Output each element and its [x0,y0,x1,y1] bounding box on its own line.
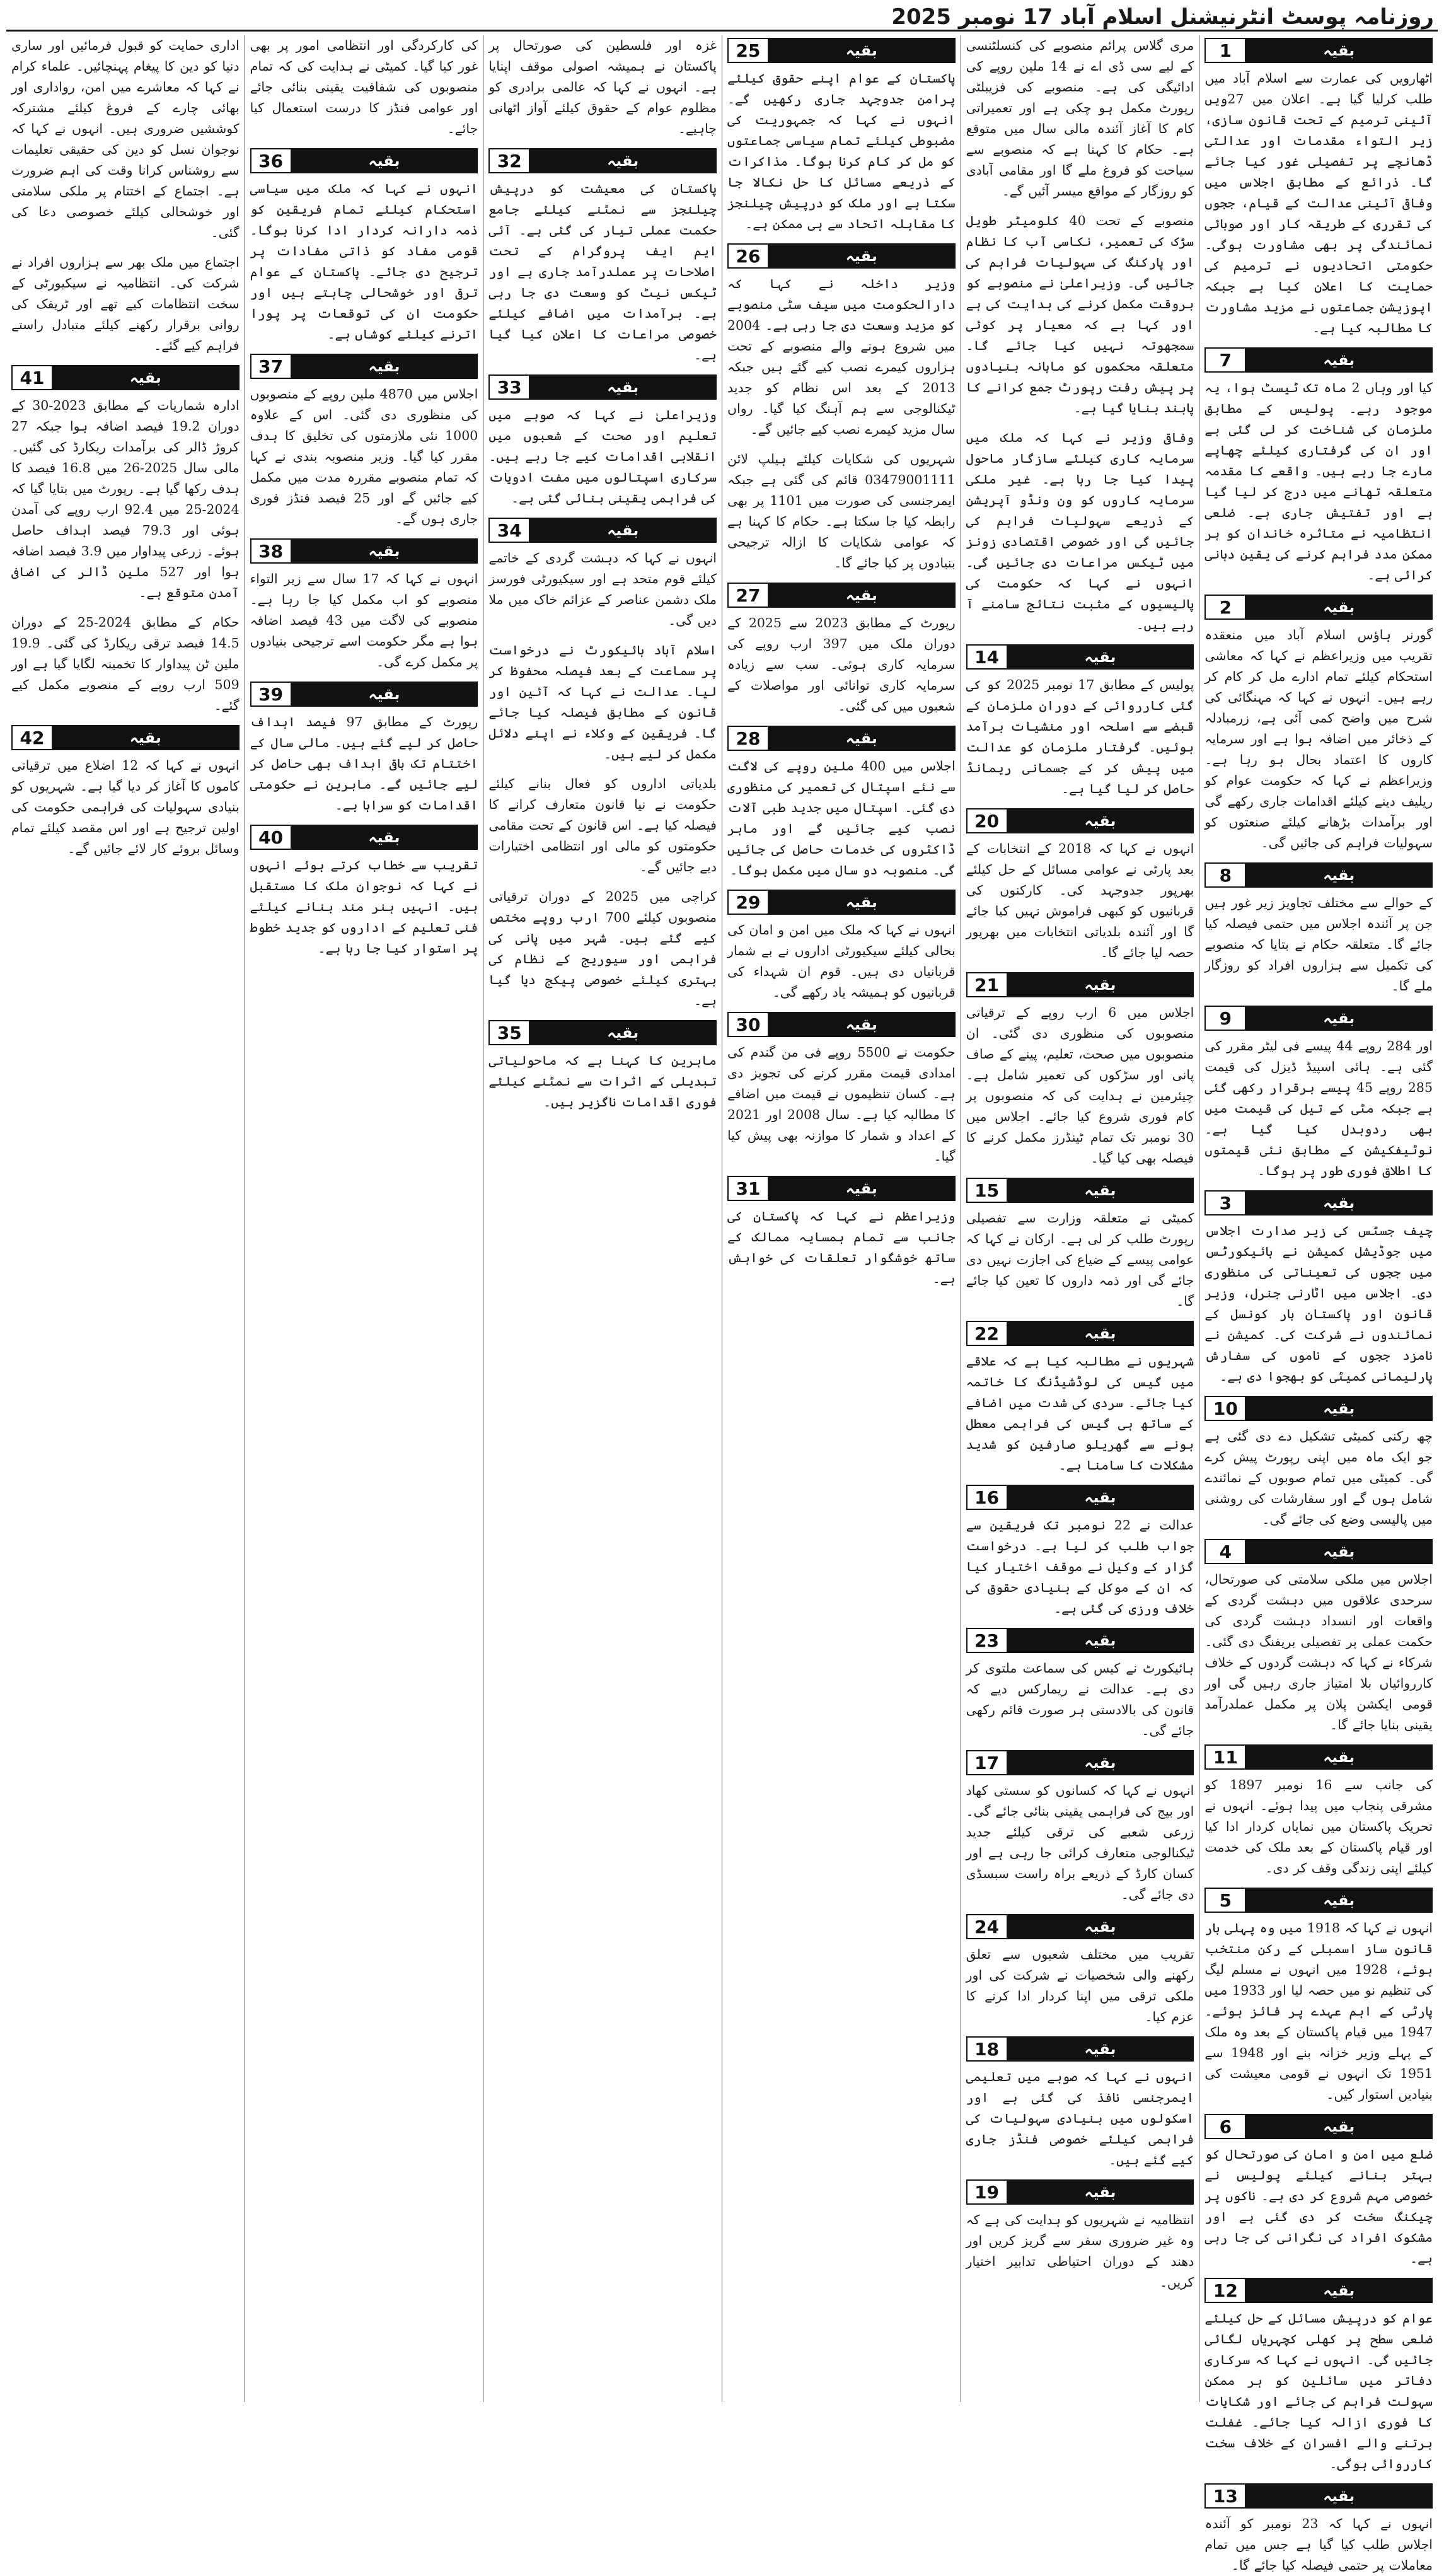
continuation-number: 21 [967,973,1008,996]
article-text: اجلاس میں 6 ارب روپے کے ترقیاتی منصوبوں کی منظوری دی گئی۔ ان منصوبوں میں صحت، تعلیم، پینے کے صاف پانی اور سڑکوں کی تعمیر شامل ہے۔ چیئرمین نے ہدایت کی کہ منصوبوں پر کام فوری شروع کیا جائے۔ اجلاس میں 30 نومبر تک تمام ٹینڈرز مکمل کرنے کا فیصلہ بھی کیا گیا۔ [966,1005,1194,1166]
article-text: غزہ اور فلسطین کی صورتحال پر پاکستان نے ہمیشہ اصولی موقف اپنایا ہے۔ انہوں نے کہا کہ عالمی برادری کو مظلوم عوام کے حقوق کیلئے آواز اٹھانی چاہیے۔ [488,38,717,136]
continuation-number: 1 [1206,39,1246,62]
continuation-block [966,1628,1194,1741]
continuation-header [966,1178,1194,1203]
continuation-header [1204,38,1433,63]
article-text: تقریب سے خطاب کرتے ہوئے انہوں نے کہا کہ نوجوان ملک کا مستقبل ہیں۔ انہیں ہنر مند بنانے کیلئے فنی تعلیم کے اداروں کو جدید خطوط پر استوار کیا جا رہا ہے۔ [250,857,478,956]
continuation-label: بقیہ [1246,2115,1431,2138]
column-4 [483,35,722,2402]
continuation-label: بقیہ [769,245,954,267]
article-text: انہوں نے کہا کہ 1918 میں وہ پہلی بار قانون ساز اسمبلی کے رکن منتخب ہوئے، 1928 میں انہوں نے مسلم لیگ کی تنظیم نو میں حصہ لیا اور 1933 میں پارٹی کے اہم عہدے پر فائز ہوئے۔ 1947 میں قیام پاکستان کے بعد وہ ملک کے پہلے وزیر خزانہ بنے اور 1948 سے 1951 تک انہوں نے قومی معیشت کی بنیادیں استوار کیں۔ [1204,1920,1433,2102]
continuation-label: بقیہ [292,826,477,849]
article-text: رپورٹ کے مطابق 2023 سے 2025 کے دوران ملک میں 397 ارب روپے کی سرمایہ کاری ہوئی۔ سب سے زیادہ سرمایہ کاری توانائی اور مواصلات کے شعبوں میں کی گئی۔ [727,615,956,714]
continuation-block [1204,1888,1433,2105]
continuation-header [1204,595,1433,620]
continuation-label: بقیہ [769,891,954,914]
continuation-block [1204,1006,1433,1181]
continuation-block [727,449,956,574]
continuation-block [488,374,717,509]
continuation-block [250,825,478,959]
continuation-block [11,252,240,356]
continuation-label: بقیہ [530,376,715,398]
continuation-number: 30 [729,1013,769,1036]
continuation-header [1204,1539,1433,1564]
continuation-header [488,374,717,400]
continuation-block [727,1012,956,1167]
article-text: کیا اور وہاں 2 ماہ تک ٹیسٹ ہوا، یہ موجود رہے۔ پولیس کے مطابق ملزمان کی شناخت کر لی گئی ہے اور ان کی گرفتاری کیلئے چھاپے مارے جا رہے ہیں۔ واقعے کا مقدمہ متعلقہ تھانے میں درج کر لیا گیا ہے اور تفتیش جاری ہے۔ ضلعی انتظامیہ نے متاثرہ خاندان کو ہر ممکن مدد فراہم کرنے کی یقین دہانی کرائی ہے۔ [1204,380,1433,583]
continuation-label: بقیہ [1246,1007,1431,1030]
article-text: اجلاس میں ملکی سلامتی کی صورتحال، سرحدی علاقوں میں دہشت گردی کے واقعات اور انسداد دہشت گردی کی حکمت عملی پر تفصیلی بریفنگ دی گئی۔ شرکاء نے کہا کہ دہشت گردوں کے خلاف کارروائیاں بلا امتیاز جاری رہیں گی اور قومی ایکشن پلان پر مکمل عملدرآمد یقینی بنایا جائے گا۔ [1204,1572,1433,1732]
continuation-block [11,365,240,603]
article-text: اجتماع میں ملک بھر سے ہزاروں افراد نے شرکت کی۔ انتظامیہ نے سیکیورٹی کے سخت انتظامات کیے تھے اور ٹریفک کی روانی برقرار رکھنے کیلئے متبادل راستے فراہم کیے گئے۔ [11,255,240,353]
article-text: وزیر داخلہ نے کہا کہ دارالحکومت میں سیف سٹی منصوبے کو مزید وسعت دی جا رہی ہے۔ 2004 میں شروع ہونے والے منصوبے کے تحت ہزاروں کیمرے نصب کیے گئے ہیں جبکہ 2013 کے بعد اس نظام کو جدید ٹیکنالوجی سے ہم آہنگ کیا گیا۔ رواں سال مزید کیمرے نصب کیے جائیں گے۔ [727,276,956,437]
continuation-number: 25 [729,39,769,62]
article-text: چھ رکنی کمیٹی تشکیل دے دی گئی ہے جو ایک ماہ میں اپنی رپورٹ پیش کرے گی۔ کمیٹی میں تمام صوبوں کے نمائندے شامل ہوں گے اور سفارشات کی روشنی میں پالیسی وضع کی جائے گی۔ [1204,1429,1433,1527]
continuation-block [966,1914,1194,2028]
continuation-label: بقیہ [769,1013,954,1036]
article-text: پاکستان کی معیشت کو درپیش چیلنجز سے نمٹنے کیلئے جامع حکمت عملی تیار کی گئی ہے۔ آئی ایم ایف پروگرام کے تحت اصلاحات پر عملدرآمد جاری ہے اور ٹیکس نیٹ کو وسعت دی جا رہی ہے۔ برآمدات میں اضافے کیلئے خصوصی مراعات کا اعلان کیا گیا ہے۔ [488,181,717,363]
continuation-block [1204,862,1433,997]
article-text: شہریوں کی شکایات کیلئے ہیلپ لائن 03479001111 قائم کی گئی ہے جبکہ ایمرجنسی کی صورت میں 1101 پر بھی رابطہ کیا جا سکتا ہے۔ حکام کا کہنا ہے کہ عوامی شکایات کا ازالہ ترجیحی بنیادوں پر کیا جائے گا۔ [727,451,956,571]
continuation-number: 13 [1206,2485,1246,2507]
continuation-label: بقیہ [1246,2279,1431,2302]
continuation-label: بقیہ [1008,2038,1193,2060]
continuation-number: 35 [490,1021,530,1044]
article-text: انہوں نے کہا کہ 17 سال سے زیر التواء منصوبے کو اب مکمل کیا جا رہا ہے۔ منصوبے کی لاگت میں 43 فیصد اضافہ ہوا ہے مگر حکومت اسے ترجیحی بنیادوں پر مکمل کرے گی۔ [250,571,478,670]
continuation-block [966,211,1194,419]
continuation-number: 5 [1206,1889,1246,1912]
continuation-header [1204,1190,1433,1215]
article-text: اجلاس میں 400 ملین روپے کی لاگت سے نئے اسپتال کی تعمیر کی منظوری دی گئی۔ اسپتال میں جدید طبی آلات نصب کیے جائیں گے اور ماہر ڈاکٹروں کی خدمات حاصل کی جائیں گی۔ منصوبہ دو سال میں مکمل ہوگا۔ [727,758,956,878]
continuation-header [1204,2483,1433,2509]
continuation-header [966,2036,1194,2062]
continuation-label: بقیہ [1008,1629,1193,1652]
continuation-header [966,972,1194,997]
continuation-header [488,148,717,173]
continuation-label: بقیہ [292,149,477,172]
article-text: اور 284 روپے 44 پیسے فی لیٹر مقرر کی گئی ہے۔ ہائی اسپیڈ ڈیزل کی قیمت 285 روپے 45 پیسے برقرار رکھی گئی ہے جبکہ مٹی کے تیل کی قیمت میں بھی ردوبدل کیا گیا ہے۔ نوٹیفکیشن کے مطابق نئی قیمتوں کا اطلاق فوری طور پر ہوگا۔ [1204,1038,1433,1178]
continuation-block [488,1020,717,1113]
continuation-number: 28 [729,727,769,750]
continuation-block [727,583,956,717]
article-text: عدالت نے 22 نومبر تک فریقین سے جواب طلب کر لیا ہے۔ درخواست گزار کے وکیل نے موقف اختیار کیا کہ ان کے موکل کے بنیادی حقوق کی خلاف ورزی کی گئی ہے۔ [966,1517,1194,1616]
continuation-label: بقیہ [1008,973,1193,996]
continuation-block [1204,1744,1433,1879]
continuation-label: بقیہ [292,540,477,562]
continuation-block [1204,347,1433,586]
continuation-label: بقیہ [530,149,715,172]
continuation-header [1204,1744,1433,1770]
continuation-number: 31 [729,1177,769,1200]
continuation-header [250,538,478,564]
continuation-header [1204,1006,1433,1031]
continuation-header [727,583,956,608]
continuation-number: 26 [729,245,769,267]
article-text: انہوں نے کہا کہ صوبے میں تعلیمی ایمرجنسی نافذ کی گئی ہے اور اسکولوں میں بنیادی سہولیات کی فراہمی کیلئے خصوصی فنڈز جاری کیے گئے ہیں۔ [966,2069,1194,2167]
continuation-block [727,890,956,1003]
continuation-label: بقیہ [1246,596,1431,618]
article-text: کی کارکردگی اور انتظامی امور پر بھی غور کیا گیا۔ کمیٹی نے ہدایت کی کہ تمام منصوبوں کی شفافیت یقینی بنائی جائے اور عوامی فنڈز کا درست استعمال کیا جائے۔ [250,38,478,136]
continuation-block [966,972,1194,1169]
continuation-header [1204,2114,1433,2139]
continuation-block [11,612,240,716]
article-text: انہوں نے کہا کہ 23 نومبر کو آئندہ اجلاس طلب کیا گیا ہے جس میں تمام معاملات پر حتمی فیصلہ کیا جائے گا۔ [1204,2516,1433,2573]
continuation-block [1204,2278,1433,2474]
continuation-number: 29 [729,891,769,914]
continuation-label: بقیہ [1008,1179,1193,1202]
continuation-number: 9 [1206,1007,1246,1030]
continuation-label: بقیہ [769,727,954,750]
continuation-header [488,518,717,543]
article-text: رپورٹ کے مطابق 97 فیصد اہداف حاصل کر لیے گئے ہیں۔ مالی سال کے اختتام تک باقی اہداف بھی حاصل کر لیے جائیں گے۔ ماہرین نے حکومتی اقدامات کو سراہا ہے۔ [250,714,478,813]
article-text: حکومت نے 5500 روپے فی من گندم کی امدادی قیمت مقرر کرنے کی تجویز دی ہے۔ کسان تنظیموں نے قیمت میں اضافے کا مطالبہ کیا ہے۔ سال 2008 اور 2021 کے اعداد و شمار کا موازنہ بھی پیش کیا گیا۔ [727,1045,956,1164]
continuation-number: 15 [967,1179,1008,1202]
continuation-number: 4 [1206,1540,1246,1563]
continuation-label: بقیہ [769,39,954,62]
article-text: انہوں نے کہا کہ کسانوں کو سستی کھاد اور بیج کی فراہمی یقینی بنائی جائے گی۔ زرعی شعبے کی ترقی کیلئے جدید ٹیکنالوجی متعارف کرائی جا رہی ہے اور کسان کارڈ کے ذریعے براہ راست سبسڈی دی جائے گی۔ [966,1783,1194,1902]
article-text: کی جانب سے 16 نومبر 1897 کو مشرقی پنجاب میں پیدا ہوئے۔ انہوں نے تحریک پاکستان میں نمایاں کردار ادا کیا اور قیام پاکستان کے بعد ملک کی خدمت کیلئے اپنی زندگی وقف کر دی۔ [1204,1777,1433,1876]
continuation-number: 34 [490,519,530,542]
continuation-header [250,148,478,173]
continuation-block [966,35,1194,202]
continuation-number: 10 [1206,1397,1246,1420]
article-text: پولیس کے مطابق 17 نومبر 2025 کو کی گئی کارروائی کے دوران ملزمان کے قبضے سے اسلحہ اور منشیات برآمد ہوئیں۔ گرفتار ملزمان کو عدالت میں پیش کر کے جسمانی ریمانڈ حاصل کر لیا گیا ہے۔ [966,677,1194,796]
continuation-label: بقیہ [530,1021,715,1044]
continuation-header [966,808,1194,833]
continuation-header [966,644,1194,670]
continuation-number: 7 [1206,349,1246,371]
continuation-number: 42 [13,726,53,749]
article-text: بلدیاتی اداروں کو فعال بنانے کیلئے حکومت نے نیا قانون متعارف کرانے کا فیصلہ کیا ہے۔ اس قانون کے تحت مقامی حکومتوں کو مالی اور انتظامی اختیارات دیے جائیں گے۔ [488,776,717,874]
continuation-label: بقیہ [1246,349,1431,371]
continuation-block [250,682,478,816]
continuation-number: 23 [967,1629,1008,1652]
continuation-block [1204,2114,1433,2269]
continuation-label: بقیہ [1246,1397,1431,1420]
article-text: انہوں نے کہا کہ 2018 کے انتخابات کے بعد پارٹی نے عوامی مسائل کے حل کیلئے بھرپور جدوجہد کی۔ کارکنوں کی قربانیوں کو کبھی فراموش نہیں کیا جائے گا اور آئندہ بلدیاتی انتخابات میں بھرپور حصہ لیا جائے گا۔ [966,841,1194,960]
continuation-number: 36 [251,149,292,172]
column-3 [722,35,961,2402]
article-text: اسلام آباد ہائیکورٹ نے درخواست پر سماعت کے بعد فیصلہ محفوظ کر لیا۔ عدالت نے کہا کہ آئین اور قانون کے مطابق فیصلہ کیا جائے گا۔ فریقین کے وکلاء نے اپنے دلائل مکمل کر لیے ہیں۔ [488,642,717,762]
column-2 [961,35,1199,2402]
article-text: شہریوں نے مطالبہ کیا ہے کہ علاقے میں گیس کی لوڈشیڈنگ کا خاتمہ کیا جائے۔ سردی کی شدت میں اضافے کے ساتھ ہی گیس کی فراہمی معطل ہونے سے گھریلو صارفین کو شدید مشکلات کا سامنا ہے۔ [966,1354,1194,1473]
article-text: ضلع میں امن و امان کی صورتحال کو بہتر بنانے کیلئے پولیس نے خصوصی مہم شروع کر دی ہے۔ ناکوں پر چیکنگ سخت کر دی گئی ہے اور مشکوک افراد کی نگرانی کی جا رہی ہے۔ [1204,2147,1433,2266]
continuation-block [250,35,478,139]
continuation-block [966,427,1194,635]
continuation-header [250,825,478,850]
continuation-block [1204,595,1433,854]
continuation-block [1204,1190,1433,1387]
article-text: پاکستان کے عوام اپنے حقوق کیلئے پرامن جدوجہد جاری رکھیں گے۔ انہوں نے کہا کہ جمہوریت کی مضبوطی کیلئے تمام سیاسی جماعتوں کو مل کر کام کرنا ہوگا۔ مذاکرات کے ذریعے مسائل کا حل نکالا جا سکتا ہے اور ملک کو درپیش چیلنجز کا مقابلہ اتحاد سے ہی ممکن ہے۔ [727,71,956,231]
column-6 [6,35,245,2402]
continuation-block [11,35,240,243]
continuation-number: 6 [1206,2115,1246,2138]
article-text: وفاقی وزیر نے کہا کہ ملک میں سرمایہ کاری کیلئے سازگار ماحول پیدا کیا جا رہا ہے۔ غیر ملکی سرمایہ کاروں کو ون ونڈو آپریشن کے ذریعے سہولیات فراہم کی جائیں گی اور خصوصی اقتصادی زونز میں ٹیکس مراعات دی جائیں گی۔ انہوں نے کہا کہ حکومت کی پالیسیوں کے مثبت نتائج سامنے آ رہے ہیں۔ [966,430,1194,632]
continuation-number: 24 [967,1915,1008,1938]
continuation-header [1204,1396,1433,1421]
continuation-header [727,1012,956,1037]
continuation-number: 22 [967,1322,1008,1345]
continuation-header [488,1020,717,1045]
continuation-block [1204,1539,1433,1736]
continuation-block [488,886,717,1011]
continuation-header [1204,1888,1433,1913]
continuation-number: 38 [251,540,292,562]
article-text: کے حوالے سے مختلف تجاویز زیر غور ہیں جن پر آئندہ اجلاس میں حتمی فیصلہ کیا جائے گا۔ متعلقہ حکام نے بتایا کہ منصوبے کی تکمیل سے ہزاروں افراد کو روزگار ملے گا۔ [1204,895,1433,994]
columns-container [6,35,1438,2573]
masthead [6,4,1438,32]
continuation-header [966,1750,1194,1775]
continuation-number: 3 [1206,1192,1246,1214]
continuation-label: بقیہ [1008,1751,1193,1774]
continuation-label: بقیہ [1246,1192,1431,1214]
article-text: ادارہ شماریات کے مطابق 2023-30 کے دوران 19.2 فیصد اضافہ ہوا جبکہ 27 کروڑ ڈالر کی برآمدات ریکارڈ کی گئیں۔ مالی سال 2025-26 میں 16.8 فیصد کا ہدف رکھا گیا ہے۔ رپورٹ میں بتایا گیا کہ 2024-25 میں 92.4 ارب روپے کی آمدن ہوئی اور 79.3 فیصد اہداف حاصل ہوئے۔ زرعی پیداوار میں 3.9 فیصد اضافہ ہوا اور 527 ملین ڈالر کی اضافی آمدن متوقع ہے۔ [11,398,240,600]
continuation-number: 27 [729,584,769,606]
article-text: چیف جسٹس کی زیر صدارت اجلاس میں جوڈیشل کمیشن نے ہائیکورٹس میں ججوں کی تعیناتی کی منظوری دی۔ اجلاس میں اٹارنی جنرل، وزیر قانون اور پاکستان بار کونسل کے نمائندوں نے شرکت کی۔ کمیشن نے نامزد ججوں کے ناموں کی سفارش پارلیمانی کمیٹی کو بھجوا دی ہے۔ [1204,1223,1433,1384]
continuation-label: بقیہ [53,726,238,749]
continuation-block [727,38,956,235]
continuation-header [1204,862,1433,888]
continuation-label: بقیہ [1246,39,1431,62]
masthead-text [891,4,1434,30]
continuation-label: بقیہ [1008,809,1193,832]
continuation-block [966,2036,1194,2171]
continuation-header [727,1176,956,1201]
continuation-block [1204,2483,1433,2576]
continuation-label: بقیہ [1246,1889,1431,1912]
article-text: مری گلاس پرائم منصوبے کی کنسلٹنسی کے لیے سی ڈی اے نے 14 ملین روپے کی ادائیگی کی ہے۔ منصوبے کی فزیبلٹی رپورٹ مکمل ہو چکی ہے اور تعمیراتی کام کا آغاز آئندہ مالی سال میں متوقع ہے۔ حکام کا کہنا ہے کہ منصوبے سے سیاحت کو فروغ ملے گا اور مقامی آبادی کو روزگار کے مواقع میسر آئیں گے۔ [966,38,1194,199]
article-text: انہوں نے کہا کہ ملک میں امن و امان کی بحالی کیلئے سیکیورٹی اداروں نے بے شمار قربانیاں دی ہیں۔ قوم ان شہداء کی قربانیوں کو ہمیشہ یاد رکھے گی۔ [727,922,956,1000]
continuation-header [727,890,956,915]
continuation-block [727,726,956,881]
continuation-block [1204,38,1433,339]
continuation-block [250,354,478,530]
continuation-number: 16 [967,1486,1008,1509]
continuation-number: 18 [967,2038,1008,2060]
continuation-number: 14 [967,646,1008,668]
continuation-number: 2 [1206,596,1246,618]
continuation-header [727,726,956,751]
continuation-header [11,365,240,390]
continuation-block [727,243,956,440]
continuation-header [966,1628,1194,1653]
continuation-number: 41 [13,366,53,389]
continuation-block [488,35,717,139]
continuation-block [488,774,717,878]
continuation-block [250,538,478,673]
article-text: اداری حمایت کو قبول فرمائیں اور ساری دنیا کو دین کا پیغام پہنچائیں۔ علماء کرام نے کہا کہ معاشرے میں امن، رواداری اور بھائی چارے کے فروغ کیلئے مشترکہ کوششیں ضروری ہیں۔ انہوں نے کہا کہ نوجوان نسل کو دین کی حقیقی تعلیمات سے روشناس کرانا وقت کی اہم ضرورت ہے۔ اجتماع کے اختتام پر ملکی سلامتی اور خوشحالی کیلئے خصوصی دعا کی گئی۔ [11,38,240,240]
continuation-label: بقیہ [769,1177,954,1200]
article-text: وزیراعظم نے کہا کہ پاکستان کی جانب سے تمام ہمسایہ ممالک کے ساتھ خوشگوار تعلقات کی خواہش ہے۔ [727,1209,956,1286]
continuation-label: بقیہ [53,366,238,389]
continuation-block [966,1485,1194,1619]
continuation-header [966,2179,1194,2205]
continuation-block [488,518,717,631]
continuation-label: بقیہ [1246,864,1431,886]
continuation-header [11,725,240,750]
continuation-number: 40 [251,826,292,849]
article-text: وزیراعلیٰ نے کہا کہ صوبے میں تعلیم اور صحت کے شعبوں میں انقلابی اقدامات کیے جا رہے ہیں۔ سرکاری اسپتالوں میں مفت ادویات کی فراہمی یقینی بنائی گئی ہے۔ [488,407,717,506]
continuation-block [1204,1396,1433,1530]
continuation-number: 33 [490,376,530,398]
continuation-header [1204,347,1433,373]
continuation-block [966,1321,1194,1476]
continuation-header [727,243,956,269]
continuation-header [727,38,956,63]
article-text: اٹھارویں کی عمارت سے اسلام آباد میں طلب کرلیا گیا ہے۔ اعلان میں 27ویں آئینی ترمیم کے تحت قانون سازی، زیر التواء مقدمات اور عدالتی ڈھانچے پر تفصیلی غور کیا جائے گا۔ ذرائع کے مطابق اجلاس میں وفاقی آئینی عدالت کے قیام، ججوں کی تقرری کے طریقہ کار اور صوبائی نمائندگی پر بھی مشاورت ہوگی۔ حکومتی اتحادیوں نے ترمیم کی حمایت کا اعلان کیا ہے جبکہ اپوزیشن جماعتوں نے مزید مشاورت کا مطالبہ کیا ہے۔ [1204,71,1433,335]
continuation-label: بقیہ [1008,646,1193,668]
article-text: عوام کو درپیش مسائل کے حل کیلئے ضلعی سطح پر کھلی کچہریاں لگائی جائیں گی۔ انہوں نے کہا کہ سرکاری دفاتر میں سائلین کو ہر ممکن سہولت فراہم کی جائے اور شکایات کا فوری ازالہ کیا جائے۔ غفلت برتنے والے افسران کے خلاف سخت کارروائی ہوگی۔ [1204,2311,1433,2471]
article-text: گورنر ہاؤس اسلام آباد میں منعقدہ تقریب میں وزیراعظم نے کہا کہ معاشی استحکام کیلئے تمام ادارے مل کر کام کر رہے ہیں۔ انہوں نے کہا کہ مہنگائی کی شرح میں واضح کمی آئی ہے، زرمبادلہ کے ذخائر میں اضافہ ہوا ہے اور سرمایہ کاروں کا اعتماد بحال ہو رہا ہے۔ وزیراعظم نے کہا کہ حکومت عوام کو ریلیف دینے کیلئے اقدامات جاری رکھے گی اور برآمدات بڑھانے کیلئے صنعتوں کو سہولیات فراہم کی جائیں گی۔ [1204,627,1433,850]
continuation-label: بقیہ [292,683,477,705]
continuation-label: بقیہ [1008,1486,1193,1509]
continuation-label: بقیہ [1008,2181,1193,2203]
continuation-label: بقیہ [769,584,954,606]
continuation-header [966,1485,1194,1510]
continuation-block [966,2179,1194,2293]
continuation-header [966,1914,1194,1939]
continuation-label: بقیہ [1246,1540,1431,1563]
article-text: ماہرین کا کہنا ہے کہ ماحولیاتی تبدیلی کے اثرات سے نمٹنے کیلئے فوری اقدامات ناگزیر ہیں۔ [488,1053,717,1110]
continuation-label: بقیہ [1008,1915,1193,1938]
continuation-number: 37 [251,355,292,378]
article-text: منصوبے کے تحت 40 کلومیٹر طویل سڑک کی تعمیر، نکاسی آب کا نظام اور پارکنگ کی سہولیات فراہم کی جائیں گی۔ وزیراعلیٰ نے منصوبے کو بروقت مکمل کرنے کی ہدایت کی ہے اور کہا ہے کہ معیار پر کوئی سمجھوتہ نہیں کیا جائے گا۔ متعلقہ محکموں کو ماہانہ بنیادوں پر پیش رفت رپورٹ جمع کرانے کا پابند بنایا گیا ہے۔ [966,213,1194,415]
continuation-number: 12 [1206,2279,1246,2302]
continuation-header [966,1321,1194,1346]
publication-date: 17 نومبر 2025 [891,4,1053,30]
continuation-block [966,644,1194,799]
article-text: انتظامیہ نے شہریوں کو ہدایت کی ہے کہ وہ غیر ضروری سفر سے گریز کریں اور دھند کے دوران احتیاطی تدابیر اختیار کریں۔ [966,2212,1194,2290]
continuation-block [250,148,478,345]
continuation-number: 17 [967,1751,1008,1774]
continuation-number: 11 [1206,1746,1246,1768]
continuation-number: 19 [967,2181,1008,2203]
continuation-number: 39 [251,683,292,705]
continuation-block [488,148,717,366]
newspaper-name: روزنامہ پوسٹ انٹرنیشنل اسلام آباد [1060,4,1434,30]
continuation-number: 20 [967,809,1008,832]
continuation-label: بقیہ [292,355,477,378]
continuation-block [488,640,717,765]
continuation-block [727,1176,956,1289]
article-text: تقریب میں مختلف شعبوں سے تعلق رکھنے والی شخصیات نے شرکت کی اور ملکی ترقی میں اپنا کردار ادا کرنے کا عزم کیا۔ [966,1947,1194,2024]
article-text: انہوں نے کہا کہ دہشت گردی کے خاتمے کیلئے قوم متحد ہے اور سیکیورٹی فورسز ملک دشمن عناصر کے عزائم خاک میں ملا دیں گی۔ [488,550,717,628]
continuation-header [250,354,478,379]
column-5 [245,35,483,2402]
article-text: حکام کے مطابق 2024-25 کے دوران 14.5 فیصد ترقی ریکارڈ کی گئی۔ 19.9 ملین ٹن پیداوار کا تخمینہ لگایا گیا ہے اور 509 ارب روپے کے منصوبے مکمل کیے گئے۔ [11,615,240,713]
continuation-label: بقیہ [1246,1746,1431,1768]
continuation-header [250,682,478,707]
article-text: کراچی میں 2025 کے دوران ترقیاتی منصوبوں کیلئے 700 ارب روپے مختص کیے گئے ہیں۔ شہر میں پانی کی فراہمی اور سیوریج کے نظام کی بہتری کیلئے خصوصی پیکج دیا گیا ہے۔ [488,889,717,1008]
article-text: کمیٹی نے متعلقہ وزارت سے تفصیلی رپورٹ طلب کر لی ہے۔ ارکان نے کہا کہ عوامی پیسے کے ضیاع کی اجازت نہیں دی جائے گی اور ذمہ داروں کا تعین کیا جائے گا۔ [966,1210,1194,1309]
article-text: اجلاس میں 4870 ملین روپے کے منصوبوں کی منظوری دی گئی۔ اس کے علاوہ 1000 نئی ملازمتوں کی تخلیق کا ہدف مقرر کیا گیا۔ وزیر منصوبہ بندی نے کہا کہ تمام منصوبے مقررہ مدت میں مکمل کیے جائیں گے اور 25 فیصد فنڈز فوری جاری ہوں گے۔ [250,386,478,526]
continuation-block [966,1750,1194,1905]
continuation-label: بقیہ [530,519,715,542]
continuation-block [11,725,240,859]
continuation-header [1204,2278,1433,2303]
continuation-label: بقیہ [1008,1322,1193,1345]
continuation-number: 32 [490,149,530,172]
column-1 [1199,35,1438,2573]
continuation-number: 8 [1206,864,1246,886]
article-text: انہوں نے کہا کہ 12 اضلاع میں ترقیاتی کاموں کا آغاز کر دیا گیا ہے۔ شہریوں کو بنیادی سہولیات کی فراہمی حکومت کی اولین ترجیح ہے اور اس مقصد کیلئے تمام وسائل بروئے کار لائے جائیں گے۔ [11,758,240,856]
article-text: ہائیکورٹ نے کیس کی سماعت ملتوی کر دی ہے۔ عدالت نے ریمارکس دیے کہ قانون کی بالادستی ہر صورت قائم رکھی جائے گی۔ [966,1661,1194,1738]
article-text: انہوں نے کہا کہ ملک میں سیاسی استحکام کیلئے تمام فریقین کو ذمہ دارانہ کردار ادا کرنا ہوگا۔ قومی مفاد کو ذاتی مفادات پر ترجیح دی جائے۔ پاکستان کے عوام ترقی اور خوشحالی چاہتے ہیں اور حکومت ان کی توقعات پر پورا اترنے کیلئے کوشاں ہے۔ [250,181,478,342]
continuation-label: بقیہ [1246,2485,1431,2507]
continuation-block [966,1178,1194,1312]
continuation-block [966,808,1194,963]
